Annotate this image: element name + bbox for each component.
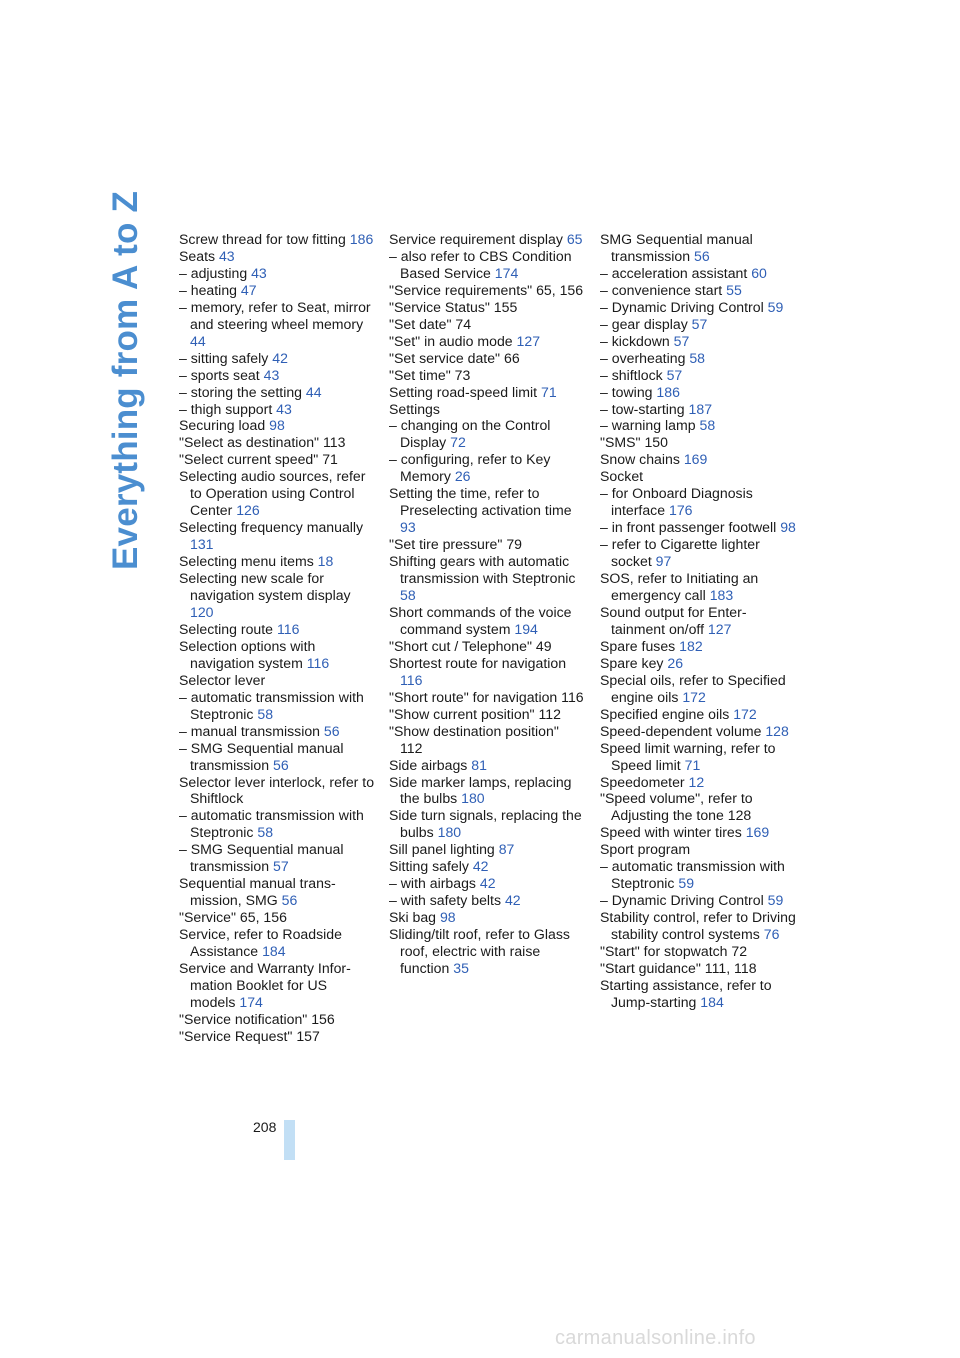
index-term: – warning lamp <box>600 417 700 434</box>
page-reference-link[interactable]: 116 <box>400 671 423 688</box>
index-term: – sports seat <box>179 366 264 383</box>
index-entry <box>179 468 375 519</box>
page-reference-link[interactable]: 169 <box>683 451 708 468</box>
index-term: Selecting new scale for navigation system display <box>179 570 351 604</box>
page-reference-link[interactable]: 56 <box>694 247 710 264</box>
page-reference-link[interactable]: 126 <box>236 502 260 519</box>
page-reference-link[interactable]: 57 <box>666 366 683 383</box>
index-entry <box>389 553 585 604</box>
index-term: "Show current position" 112 <box>389 705 561 722</box>
index-entry <box>179 1011 375 1028</box>
index-entry <box>389 807 585 841</box>
index-entry <box>179 417 375 434</box>
index-entry <box>600 299 796 316</box>
index-entry <box>389 350 585 367</box>
page-reference-link[interactable]: 81 <box>471 756 487 773</box>
index-term: Snow chains <box>600 451 684 468</box>
page-reference-link[interactable]: 57 <box>273 858 289 875</box>
index-entry <box>389 248 585 282</box>
index-entry <box>389 706 585 723</box>
index-entry <box>389 536 585 553</box>
index-entry <box>600 740 796 774</box>
index-term: SMG Sequential manual transmission <box>600 231 753 264</box>
index-term: – kickdown <box>600 332 674 349</box>
index-entry <box>600 604 796 638</box>
index-entry <box>600 570 796 604</box>
page-reference-link[interactable]: 58 <box>699 417 716 434</box>
index-term: – sitting safely <box>179 349 273 366</box>
index-entry <box>600 417 796 434</box>
index-entry <box>179 350 375 367</box>
index-term: – heating <box>179 281 241 298</box>
index-term: – memory, refer to Seat, mirror and steering wheel memory <box>179 298 371 332</box>
index-entry <box>600 909 796 943</box>
index-term: "Service Status" 155 <box>389 298 518 315</box>
index-entry <box>389 485 585 536</box>
page-reference-link[interactable]: 26 <box>454 468 471 485</box>
page-reference-link[interactable]: 56 <box>281 892 298 909</box>
page-reference-link[interactable]: 72 <box>450 434 466 451</box>
page-reference-link[interactable]: 55 <box>726 281 742 298</box>
index-term: Starting assistance, refer to Jump-starting <box>600 976 772 1010</box>
index-entry <box>179 299 375 350</box>
page-reference-link[interactable]: 43 <box>276 400 292 417</box>
index-entry <box>600 638 796 655</box>
index-entry <box>600 316 796 333</box>
page-reference-link[interactable]: 128 <box>765 722 789 739</box>
page-reference-link[interactable]: 59 <box>767 892 784 909</box>
page-reference-link[interactable]: 172 <box>682 688 706 705</box>
index-entry <box>600 536 796 570</box>
page-reference-link[interactable]: 60 <box>751 264 767 281</box>
index-term: Service and Warranty Infor- mation Booklet for US models <box>179 959 351 1010</box>
page-reference-link[interactable]: 184 <box>262 943 286 960</box>
index-entry <box>600 468 796 485</box>
index-term: Speed with winter tires <box>600 824 746 841</box>
index-entry <box>389 858 585 875</box>
page-reference-link[interactable]: 176 <box>668 502 693 519</box>
index-entry <box>179 553 375 570</box>
index-entry <box>179 723 375 740</box>
index-term: Sequential manual trans- mission, SMG <box>179 875 336 909</box>
page-reference-link[interactable]: 183 <box>709 587 734 604</box>
index-term: Side airbags <box>389 756 472 773</box>
page-reference-link[interactable]: 59 <box>678 875 695 892</box>
index-term: – tow-starting <box>600 400 689 417</box>
page-reference-link[interactable]: 56 <box>273 756 289 773</box>
index-entry <box>389 757 585 774</box>
page-reference-link[interactable]: 26 <box>667 654 684 671</box>
index-entry <box>600 519 796 536</box>
index-entry <box>389 333 585 350</box>
index-entry <box>179 960 375 1011</box>
index-term: – for Onboard Diagnosis interface <box>600 485 753 519</box>
index-entry <box>179 689 375 723</box>
index-entry <box>179 774 375 808</box>
page-reference-link[interactable]: 186 <box>349 231 374 247</box>
page-reference-link[interactable]: 169 <box>745 824 770 841</box>
index-entry <box>600 977 796 1011</box>
index-term: – adjusting <box>179 264 252 281</box>
index-term: – acceleration assistant <box>600 264 752 281</box>
index-term: Speed-dependent volume <box>600 722 766 739</box>
index-entry <box>389 909 585 926</box>
index-term: Specified engine oils <box>600 705 734 722</box>
index-entry <box>600 774 796 791</box>
page-reference-link[interactable]: 87 <box>498 841 515 858</box>
page-reference-link[interactable]: 44 <box>190 332 206 349</box>
index-term: Sport program <box>600 841 691 858</box>
index-entry <box>600 892 796 909</box>
index-entry <box>600 401 796 418</box>
index-entry <box>600 723 796 740</box>
index-term: – with airbags <box>389 875 480 892</box>
page-reference-link[interactable]: 182 <box>679 637 703 654</box>
index-entry <box>179 672 375 689</box>
index-entry <box>389 638 585 655</box>
index-term: "Service Request" 157 <box>179 1027 320 1044</box>
index-term: Side turn signals, replacing the bulbs <box>389 807 582 841</box>
index-entry <box>179 841 375 875</box>
index-entry <box>600 265 796 282</box>
index-term: – automatic transmission with Steptronic <box>179 807 364 841</box>
page-reference-link[interactable]: 43 <box>263 366 280 383</box>
page-reference-link[interactable]: 71 <box>684 756 701 773</box>
index-term: Speedometer <box>600 773 689 790</box>
index-term: – changing on the Control Display <box>389 417 551 451</box>
page-reference-link[interactable]: 42 <box>479 875 496 892</box>
index-entry <box>179 909 375 926</box>
page-reference-link[interactable]: 12 <box>688 773 705 790</box>
index-entry <box>600 841 796 858</box>
index-entry <box>389 604 585 638</box>
index-term: "Service requirements" 65, 156 <box>389 281 584 298</box>
index-term: Service requirement display <box>389 231 567 247</box>
index-term: Selector lever <box>179 671 266 688</box>
page-reference-link[interactable]: 58 <box>257 705 274 722</box>
index-term: Selecting audio sources, refer to Operation using Control Center <box>179 468 366 519</box>
page-reference-link[interactable]: 174 <box>494 264 519 281</box>
page-reference-link[interactable]: 43 <box>218 247 235 264</box>
page-reference-link[interactable]: 65 <box>566 231 583 247</box>
index-term: Sound output for Enter- tainment on/off <box>600 603 747 637</box>
index-entry <box>389 417 585 451</box>
page-reference-link[interactable]: 58 <box>400 587 416 604</box>
index-term: Selector lever interlock, refer to Shiftlock <box>179 773 375 807</box>
index-entry <box>389 875 585 892</box>
index-term: Speed limit warning, refer to Speed limit <box>600 739 776 773</box>
index-entry <box>600 858 796 892</box>
page-reference-link[interactable]: 47 <box>240 281 257 298</box>
index-term: – Dynamic Driving Control <box>600 298 768 315</box>
index-term: – shiftlock <box>600 366 667 383</box>
index-term: SOS, refer to Initiating an emergency call <box>600 570 759 604</box>
index-term: Sill panel lighting <box>389 841 499 858</box>
index-entry <box>179 384 375 401</box>
page-reference-link[interactable]: 42 <box>272 349 288 366</box>
index-entry <box>179 434 375 451</box>
page-reference-link[interactable]: 116 <box>276 620 300 637</box>
page-reference-link[interactable]: 184 <box>700 993 724 1010</box>
page-reference-link[interactable]: 127 <box>516 332 541 349</box>
page-reference-link[interactable]: 59 <box>767 298 784 315</box>
page-reference-link[interactable]: 57 <box>691 315 708 332</box>
index-term: "Select current speed" 71 <box>179 451 338 468</box>
index-entry <box>600 282 796 299</box>
index-term: "Set time" 73 <box>389 366 471 383</box>
index-entry <box>600 485 796 519</box>
page-reference-link[interactable]: 76 <box>763 926 780 943</box>
index-term: Short commands of the voice command system <box>389 603 572 637</box>
index-term: Securing load <box>179 417 270 434</box>
page-reference-link[interactable]: 18 <box>317 553 334 570</box>
index-term: Selection options with navigation system <box>179 637 316 671</box>
index-entry <box>179 570 375 621</box>
index-entry <box>179 401 375 418</box>
index-entry <box>179 265 375 282</box>
page-reference-link[interactable]: 58 <box>689 349 706 366</box>
index-entry <box>600 960 796 977</box>
index-entry <box>600 350 796 367</box>
page-number: 208 <box>253 1119 277 1135</box>
side-section-title: Everything from A to Z <box>106 190 145 570</box>
index-entry <box>179 519 375 553</box>
index-term: "Service notification" 156 <box>179 1010 335 1027</box>
page-reference-link[interactable]: 42 <box>472 858 489 875</box>
page-reference-link[interactable]: 131 <box>190 536 214 553</box>
page-reference-link[interactable]: 71 <box>540 383 557 400</box>
index-term: "Short route" for navigation 116 <box>389 688 584 705</box>
index-entry <box>600 384 796 401</box>
index-term: "Show destination position" 112 <box>389 722 559 756</box>
index-entry <box>179 367 375 384</box>
index-term: Socket <box>600 468 644 485</box>
page-reference-link[interactable]: 58 <box>257 824 274 841</box>
index-term: Selecting route <box>179 620 277 637</box>
index-entry <box>389 926 585 977</box>
index-term: Setting the time, refer to Preselecting activation time <box>389 485 572 519</box>
index-entry <box>389 231 585 248</box>
index-entry <box>600 824 796 841</box>
index-entry <box>179 451 375 468</box>
page-reference-link[interactable]: 98 <box>269 417 285 434</box>
index-term: – Dynamic Driving Control <box>600 892 768 909</box>
index-entry <box>179 231 375 248</box>
page-reference-link[interactable]: 180 <box>437 824 462 841</box>
index-term: – towing <box>600 383 657 400</box>
index-term: Selecting frequency manually <box>179 519 364 536</box>
index-term: – gear display <box>600 315 692 332</box>
index-term: Screw thread for tow fitting <box>179 231 350 247</box>
index-entry <box>389 384 585 401</box>
index-entry <box>389 316 585 333</box>
index-term: – automatic transmission with Steptronic <box>179 688 364 722</box>
watermark: carmanualsonline.info <box>555 1327 756 1349</box>
index-term: "Short cut / Telephone" 49 <box>389 637 552 654</box>
index-entry <box>389 451 585 485</box>
index-term: "Speed volume", refer to Adjusting the tone 128 <box>600 790 753 824</box>
index-entry <box>389 401 585 418</box>
index-entry <box>179 638 375 672</box>
index-term: – SMG Sequential manual transmission <box>179 739 344 773</box>
index-column-3 <box>600 231 796 1011</box>
page-reference-link[interactable]: 98 <box>780 519 796 536</box>
index-entry <box>179 282 375 299</box>
index-term: – thigh support <box>179 400 277 417</box>
index-entry <box>600 231 796 265</box>
index-term: – with safety belts <box>389 892 505 909</box>
index-entry <box>179 740 375 774</box>
index-entry <box>600 672 796 706</box>
index-entry <box>600 943 796 960</box>
page-reference-link[interactable]: 56 <box>323 722 340 739</box>
index-term: "Start guidance" 111, 118 <box>600 959 757 976</box>
index-term: – automatic transmission with Steptronic <box>600 858 785 892</box>
index-term: – storing the setting <box>179 383 306 400</box>
index-term: Shifting gears with automatic transmission with Steptronic <box>389 553 576 587</box>
index-term: "Select as destination" 113 <box>179 434 346 451</box>
index-term: "Set service date" 66 <box>389 349 520 366</box>
index-entry <box>600 367 796 384</box>
index-entry <box>179 248 375 265</box>
page-reference-link[interactable]: 35 <box>453 959 469 976</box>
page-reference-link[interactable]: 43 <box>251 264 267 281</box>
index-term: Special oils, refer to Specified engine oils <box>600 671 786 705</box>
index-entry <box>389 723 585 757</box>
index-term: – in front passenger footwell <box>600 519 781 536</box>
index-term: – also refer to CBS Condition Based Service <box>389 247 572 281</box>
index-entry <box>600 790 796 824</box>
index-term: Ski bag <box>389 909 440 926</box>
page-reference-link[interactable]: 93 <box>400 519 416 536</box>
index-term: Settings <box>389 400 440 417</box>
page-reference-link[interactable]: 97 <box>655 553 672 570</box>
page-reference-link[interactable]: 127 <box>707 620 732 637</box>
page-reference-link[interactable]: 174 <box>239 993 263 1010</box>
index-entry <box>600 434 796 451</box>
page-reference-link[interactable]: 116 <box>306 654 330 671</box>
index-term: – configuring, refer to Key Memory <box>389 451 551 485</box>
page-reference-link[interactable]: 120 <box>190 603 214 620</box>
index-term: "Set tire pressure" 79 <box>389 536 522 553</box>
index-entry <box>600 451 796 468</box>
index-term: "Service" 65, 156 <box>179 909 287 926</box>
page-reference-link[interactable]: 44 <box>305 383 322 400</box>
index-entry <box>389 299 585 316</box>
index-term: Seats <box>179 247 219 264</box>
index-term: "Set" in audio mode <box>389 332 517 349</box>
index-entry <box>389 282 585 299</box>
index-term: "Start" for stopwatch 72 <box>600 943 748 960</box>
page-marker-bar <box>284 1120 295 1160</box>
index-term: Side marker lamps, replacing the bulbs <box>389 773 572 807</box>
page-reference-link[interactable]: 98 <box>439 909 456 926</box>
index-term: Shortest route for navigation <box>389 654 567 671</box>
index-entry <box>600 333 796 350</box>
index-term: – convenience start <box>600 281 727 298</box>
index-term: – refer to Cigarette lighter socket <box>600 536 760 570</box>
index-term: Setting road-speed limit <box>389 383 541 400</box>
index-entry <box>179 807 375 841</box>
page-reference-link[interactable]: 187 <box>688 400 713 417</box>
index-entry <box>389 367 585 384</box>
index-column-1 <box>179 231 375 1045</box>
index-column-2 <box>389 231 585 977</box>
index-term: Spare fuses <box>600 637 680 654</box>
page-reference-link[interactable]: 172 <box>733 705 757 722</box>
index-entry <box>600 655 796 672</box>
index-term: "Set date" 74 <box>389 315 472 332</box>
index-entry <box>389 774 585 808</box>
page-reference-link[interactable]: 57 <box>673 332 690 349</box>
index-term: "SMS" 150 <box>600 434 668 451</box>
index-entry <box>389 892 585 909</box>
index-term: Spare key <box>600 654 668 671</box>
index-term: Sliding/tilt roof, refer to Glass roof, electric with raise function <box>389 926 570 976</box>
index-term: – overheating <box>600 349 690 366</box>
index-term: – manual transmission <box>179 722 324 739</box>
index-entry <box>389 689 585 706</box>
index-term: Selecting menu items <box>179 553 318 570</box>
page-reference-link[interactable]: 194 <box>514 620 538 637</box>
index-entry <box>600 706 796 723</box>
index-entry <box>389 655 585 689</box>
index-term: Stability control, refer to Driving stability control systems <box>600 909 796 943</box>
page-reference-link[interactable]: 186 <box>656 383 680 400</box>
page-reference-link[interactable]: 180 <box>461 790 485 807</box>
index-entry <box>179 875 375 909</box>
index-entry <box>179 926 375 960</box>
index-entry <box>389 841 585 858</box>
index-entry <box>179 1028 375 1045</box>
index-term: – SMG Sequential manual transmission <box>179 841 344 875</box>
index-term: Service, refer to Roadside Assistance <box>179 926 342 960</box>
index-entry <box>179 621 375 638</box>
index-term: Sitting safely <box>389 858 473 875</box>
page-reference-link[interactable]: 42 <box>504 892 521 909</box>
